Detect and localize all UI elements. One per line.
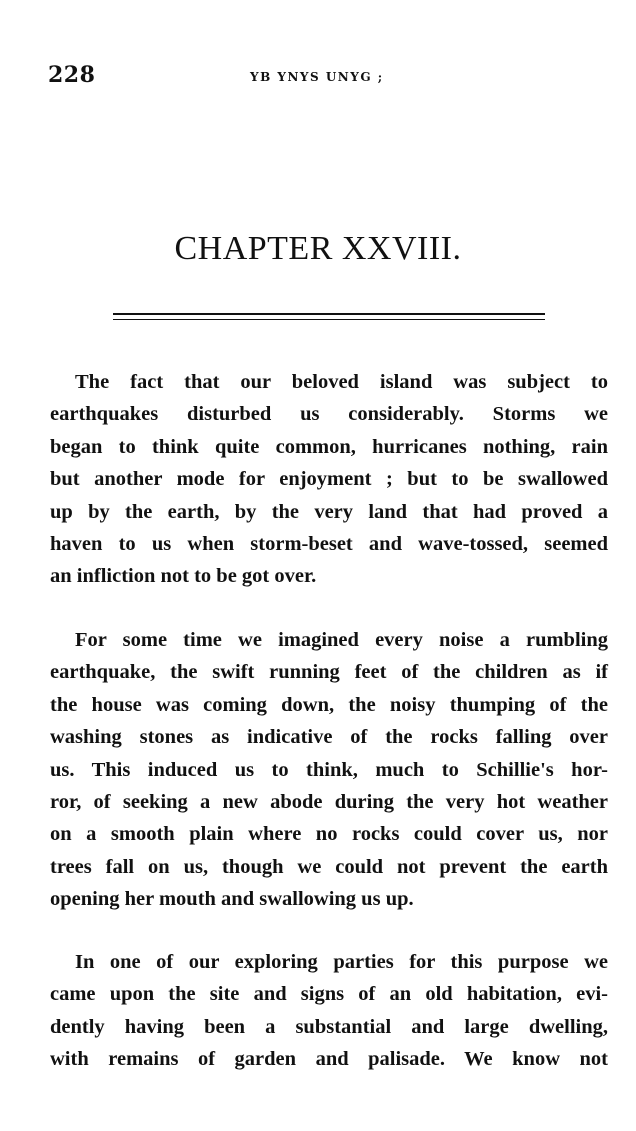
text-line: trees fall on us, though we could not prevent the earth [50,855,608,878]
text-line: began to think quite common, hurricanes nothing, rain [50,435,608,458]
text-line: up by the earth, by the very land that had proved a [50,500,608,523]
text-line: haven to us when storm-beset and wave-tossed, seemed [50,533,608,556]
text-line: the house was coming down, the noisy thumping of the [50,693,608,716]
page-number: 228 [48,62,96,88]
text-line: opening her mouth and swallowing us up. [50,888,414,911]
text-line: an infliction not to be got over. [50,565,317,588]
text-line: earthquake, the swift running feet of the children as if [50,661,608,684]
text-line: on a smooth plain where no rocks could cover us, nor [50,823,608,846]
chapter-rule-bottom [113,319,545,320]
text-line: but another mode for enjoyment ; but to be swallowed [50,468,608,491]
paragraph-1 [50,366,608,593]
text-line: For some time we imagined every noise a rumbling [75,629,608,651]
text-line: came upon the site and signs of an old habitation, evi- [50,983,608,1006]
paragraph-3 [50,946,608,1076]
text-line: The fact that our beloved island was subject to [75,371,608,393]
text-line: ror, of seeking a new abode during the very hot weather [50,791,608,814]
running-head: YB YNYS UNYG ; [250,70,384,84]
text-line: with remains of garden and palisade. We know not [50,1048,608,1071]
text-line: us. This induced us to think, much to Schillie's hor- [50,758,608,781]
text-line: earthquakes disturbed us considerably. Storms we [50,403,608,426]
chapter-title: CHAPTER XXVIII. [174,230,462,267]
text-line: washing stones as indicative of the rocks falling over [50,726,608,749]
chapter-rule-top [113,313,545,315]
paragraph-2 [50,624,608,916]
text-line: In one of our exploring parties for this purpose we [75,951,608,973]
text-line: dently having been a substantial and large dwelling, [50,1015,608,1038]
